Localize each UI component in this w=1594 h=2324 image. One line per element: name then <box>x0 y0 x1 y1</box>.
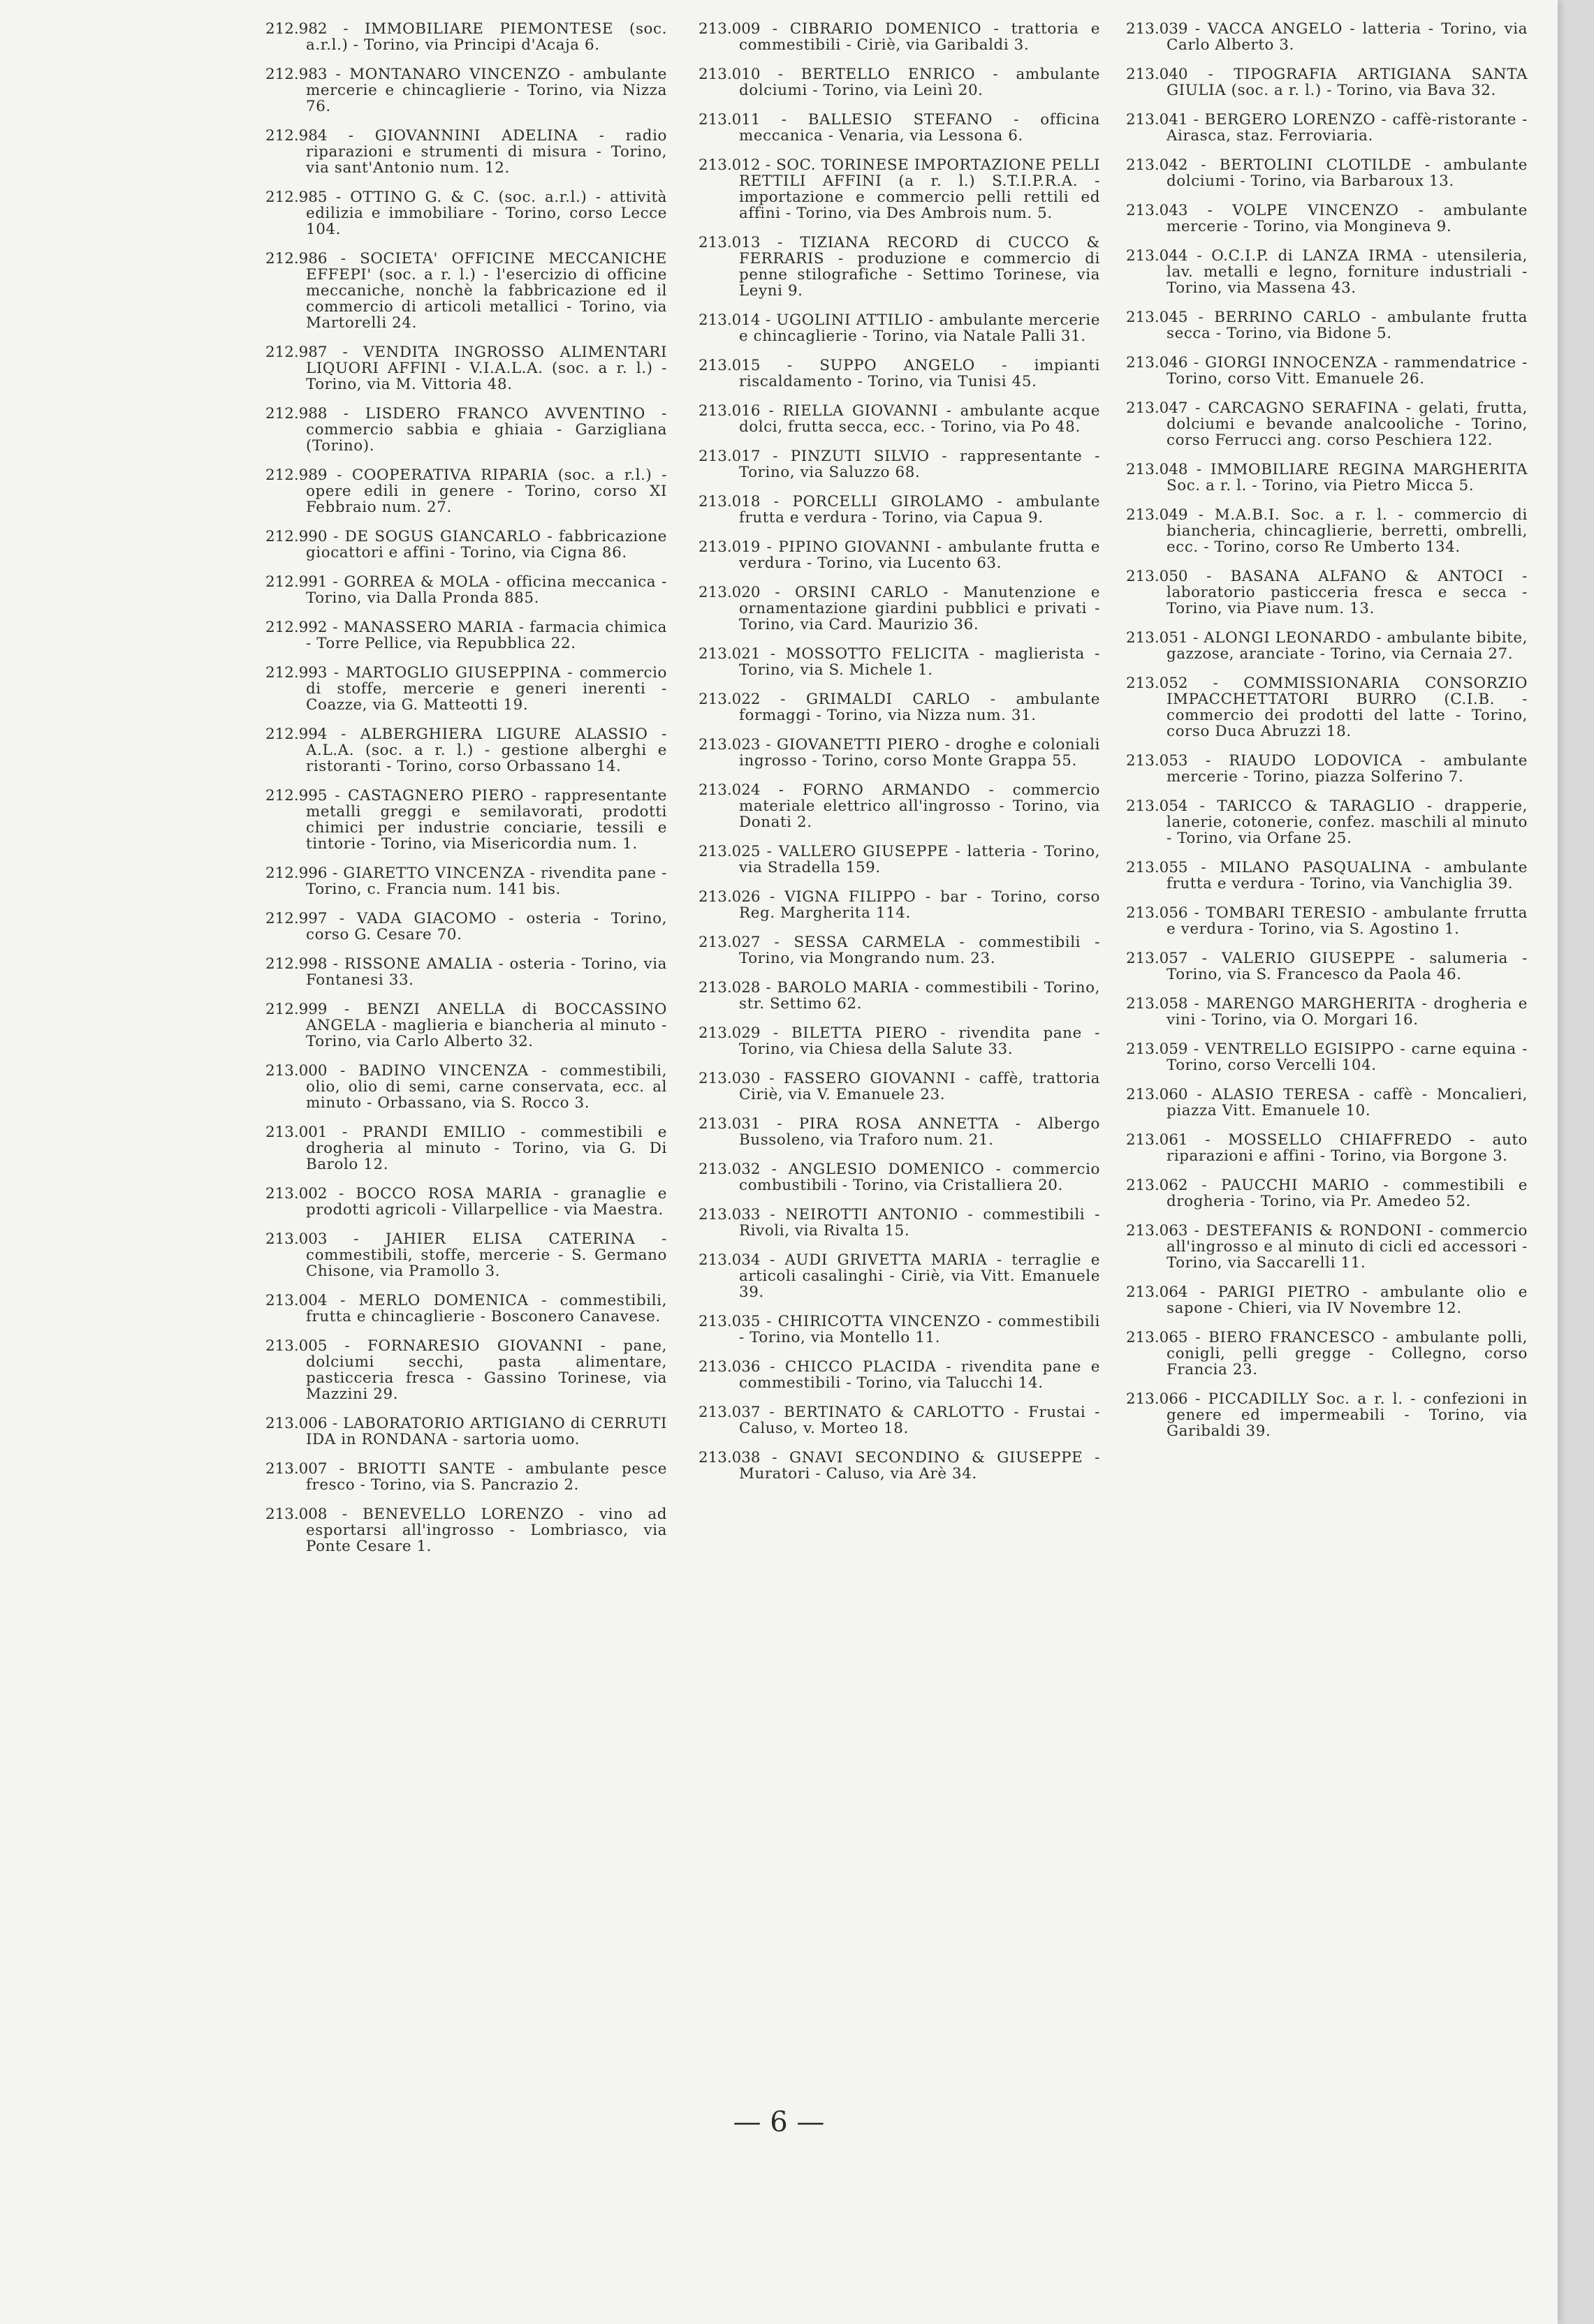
entry-text: - MARTOGLIO GIUSEPPINA - commercio di stoffe, mercerie e generi inerenti - Coazze, via G. Matteotti 19. <box>306 664 667 714</box>
registry-entry <box>265 865 667 897</box>
registry-entry <box>699 235 1100 299</box>
entry-text: - VALERIO GIUSEPPE - salumeria - Torino, via S. Francesco da Paola 46. <box>1167 950 1528 983</box>
entry-text: - PORCELLI GIROLAMO - ambulante frutta e verdura - Torino, via Capua 9. <box>739 493 1100 527</box>
entry-text: - PAUCCHI MARIO - commestibili e drogheria - Torino, via Pr. Amedeo 52. <box>1167 1177 1528 1210</box>
registry-entry <box>699 1116 1100 1148</box>
entry-text: - PIPINO GIOVANNI - ambulante frutta e verdura - Torino, via Lucento 63. <box>739 538 1101 572</box>
entry-number: 212.990 <box>265 528 328 545</box>
registry-entry <box>265 726 667 774</box>
registry-entry <box>265 956 667 988</box>
entry-text: - BENEVELLO LORENZO - vino ad esportarsi all'ingrosso - Lombriasco, via Ponte Cesare 1. <box>306 1506 667 1555</box>
entry-number: 213.036 <box>699 1358 761 1376</box>
registry-entry <box>699 844 1100 876</box>
entry-text: - BILETTA PIERO - rivendita pane - Torino, via Chiesa della Salute 33. <box>739 1024 1100 1058</box>
entry-text: - BENZI ANELLA di BOCCASSINO ANGELA - maglieria e biancheria al minuto - Torino, via Carlo Alberto 32. <box>306 1001 667 1050</box>
registry-entry <box>1126 1223 1528 1271</box>
entry-text: - FORNO ARMANDO - commercio materiale elettrico all'ingrosso - Torino, via Donati 2. <box>739 781 1100 831</box>
entry-text: - SUPPO ANGELO - impianti riscaldamento - Torino, via Tunisi 45. <box>739 357 1100 390</box>
entry-text: - TARICCO & TARAGLIO - drapperie, lanerie, cotonerie, confez. maschili al minuto - Torino, via Orfane 25. <box>1167 797 1528 847</box>
entry-number: 213.008 <box>265 1506 328 1523</box>
registry-entry <box>265 788 667 852</box>
entry-number: 212.995 <box>265 787 328 804</box>
registry-entry <box>1126 1132 1528 1164</box>
registry-entry <box>265 1063 667 1111</box>
entry-text: - TIZIANA RECORD di CUCCO & FERRARIS - produzione e commercio di penne stilografiche - Settimo Torinese, via Leyni 9. <box>739 234 1100 300</box>
entry-text: - ALASIO TERESA - caffè - Moncalieri, piazza Vitt. Emanuele 10. <box>1167 1086 1528 1119</box>
registry-entry <box>699 1025 1100 1057</box>
entry-number: 213.045 <box>1126 309 1188 326</box>
entry-number: 213.005 <box>265 1337 328 1355</box>
entry-text: - BOCCO ROSA MARIA - granaglie e prodotti agricoli - Villarpellice - via Maestra. <box>306 1185 667 1219</box>
registry-entry <box>1126 798 1528 846</box>
entry-text: - FORNARESIO GIOVANNI - pane, dolciumi secchi, pasta alimentare, pasticceria fresca - Gassino Torinese, via Mazzini 29. <box>306 1337 667 1403</box>
registry-entry <box>699 1071 1100 1103</box>
entry-number: 213.064 <box>1126 1284 1188 1301</box>
entry-number: 213.054 <box>1126 797 1188 815</box>
registry-entry <box>699 494 1100 526</box>
entry-text: - MOSSELLO CHIAFFREDO - auto riparazioni e affini - Torino, via Borgone 3. <box>1167 1131 1528 1165</box>
registry-entry <box>699 691 1100 723</box>
entry-text: - BIERO FRANCESCO - ambulante polli, conigli, pelli gregge - Collegno, corso Francia 23. <box>1167 1329 1528 1378</box>
registry-entry <box>1126 1041 1528 1073</box>
registry-entry <box>265 529 667 561</box>
entry-text: - VIGNA FILIPPO - bar - Torino, corso Reg. Margherita 114. <box>739 888 1100 922</box>
entry-number: 213.053 <box>1126 752 1188 770</box>
registry-entry <box>699 980 1100 1012</box>
entry-text: - ALBERGHIERA LIGURE ALASSIO - A.L.A. (soc. a r. l.) - gestione alberghi e ristoranti - Torino, corso Orbassano 14. <box>306 726 667 775</box>
entry-number: 213.017 <box>699 448 761 465</box>
entry-text: - VACCA ANGELO - latteria - Torino, via Carlo Alberto 3. <box>1167 20 1528 54</box>
entry-text: - BALLESIO STEFANO - officina meccanica - Venaria, via Lessona 6. <box>739 111 1100 145</box>
registry-entry <box>1126 112 1528 144</box>
registry-entry <box>1126 860 1528 892</box>
entry-text: - RIELLA GIOVANNI - ambulante acque dolci, frutta secca, ecc. - Torino, via Po 48. <box>739 402 1101 436</box>
entry-text: - NEIROTTI ANTONIO - commestibili - Rivoli, via Rivalta 15. <box>739 1206 1101 1240</box>
column-left <box>265 21 667 1568</box>
entry-number: 213.004 <box>265 1292 328 1309</box>
entry-number: 212.983 <box>265 66 328 83</box>
registry-entry <box>699 539 1100 571</box>
entry-text: - BERTINATO & CARLOTTO - Frustai - Caluso, v. Morteo 18. <box>739 1404 1101 1437</box>
entry-number: 213.015 <box>699 357 761 374</box>
entry-number: 213.016 <box>699 402 761 420</box>
registry-entry <box>1126 568 1528 617</box>
entry-number: 213.057 <box>1126 950 1188 967</box>
entry-text: - M.A.B.I. Soc. a r. l. - commercio di biancheria, chincaglierie, berretti, ombrelli, ecc. - Torino, corso Re Umberto 134. <box>1167 506 1528 556</box>
registry-entry <box>265 1415 667 1448</box>
entry-number: 213.035 <box>699 1313 761 1330</box>
entry-text: - BASANA ALFANO & ANTOCI - laboratorio pasticceria fresca e secca - Torino, via Piave num. 13. <box>1167 568 1528 617</box>
entry-number: 212.985 <box>265 189 328 206</box>
entry-number: 213.019 <box>699 538 761 556</box>
entry-number: 213.006 <box>265 1415 328 1432</box>
entry-text: - CHIRICOTTA VINCENZO - commestibili - Torino, via Montello 11. <box>739 1313 1100 1346</box>
entry-number: 213.001 <box>265 1124 328 1141</box>
entry-text: - BERTOLINI CLOTILDE - ambulante dolciumi - Torino, via Barbaroux 13. <box>1167 156 1528 190</box>
entry-number: 213.002 <box>265 1185 328 1203</box>
entry-text: - VADA GIACOMO - osteria - Torino, corso G. Cesare 70. <box>306 910 667 943</box>
entry-text: - JAHIER ELISA CATERINA - commestibili, stoffe, mercerie - S. Germano Chisone, via Pramollo 3. <box>306 1230 667 1280</box>
registry-entry <box>699 112 1100 144</box>
entry-text: - PIRA ROSA ANNETTA - Albergo Bussoleno, via Traforo num. 21. <box>739 1115 1100 1149</box>
entry-number: 213.020 <box>699 584 761 601</box>
entry-text: - VENDITA INGROSSO ALIMENTARI LIQUORI AFFINI - V.I.A.L.A. (soc. a r. l.) - Torino, via M. Vittoria 48. <box>306 344 667 393</box>
registry-entry <box>265 1001 667 1050</box>
registry-entry <box>699 1404 1100 1436</box>
entry-number: 213.037 <box>699 1404 761 1421</box>
registry-entry <box>699 889 1100 921</box>
entry-text: - VENTRELLO EGISIPPO - carne equina - Torino, corso Vercelli 104. <box>1167 1040 1528 1074</box>
entry-number: 213.055 <box>1126 859 1188 876</box>
entry-text: - GORREA & MOLA - officina meccanica - Torino, via Dalla Pronda 885. <box>306 573 667 607</box>
registry-entry <box>1126 905 1528 937</box>
entry-number: 213.040 <box>1126 66 1188 83</box>
entry-text: - PRANDI EMILIO - commestibili e drogheria al minuto - Torino, via G. Di Barolo 12. <box>306 1124 668 1173</box>
entry-number: 213.028 <box>699 979 761 996</box>
entry-text: - SOCIETA' OFFICINE MECCANICHE EFFEPI' (soc. a r. l.) - l'esercizio di officine meccaniche, nonchè la fabbricazione ed il commercio di articoli metallici - Torino, via Martorelli 24. <box>306 250 667 332</box>
entry-text: - ORSINI CARLO - Manutenzione e ornamentazione giardini pubblici e privati - Torino, via Card. Maurizio 36. <box>739 584 1100 633</box>
entry-text: - BERRINO CARLO - ambulante frutta secca - Torino, via Bidone 5. <box>1167 309 1528 342</box>
entry-number: 213.049 <box>1126 506 1188 524</box>
registry-entry <box>265 1124 667 1172</box>
entry-number: 213.056 <box>1126 904 1188 922</box>
entry-text: - MERLO DOMENICA - commestibili, frutta e chincaglierie - Bosconero Canavese. <box>306 1292 667 1325</box>
entry-number: 213.029 <box>699 1024 761 1042</box>
entry-number: 213.066 <box>1126 1390 1188 1408</box>
registry-entry <box>699 403 1100 435</box>
entry-text: - TOMBARI TERESIO - ambulante frrutta e verdura - Torino, via S. Agostino 1. <box>1167 904 1528 938</box>
registry-entry <box>265 574 667 606</box>
registry-entry <box>699 312 1100 344</box>
registry-entry <box>699 21 1100 53</box>
registry-entry <box>1126 1087 1528 1119</box>
registry-entry <box>699 646 1100 678</box>
entry-text: - CHICCO PLACIDA - rivendita pane e commestibili - Torino, via Talucchi 14. <box>739 1358 1100 1392</box>
entry-text: - BERGERO LORENZO - caffè-ristorante - Airasca, staz. Ferroviaria. <box>1167 111 1528 145</box>
entry-text: - CIBRARIO DOMENICO - trattoria e commestibili - Ciriè, via Garibaldi 3. <box>739 20 1100 54</box>
entry-number: 213.043 <box>1126 202 1188 219</box>
registry-entry <box>1126 21 1528 53</box>
entry-text: - MOSSOTTO FELICITA - maglierista - Torino, via S. Michele 1. <box>739 645 1100 679</box>
registry-entry <box>265 1293 667 1325</box>
entry-number: 212.992 <box>265 619 328 636</box>
entry-text: - BADINO VINCENZA - commestibili, olio, olio di semi, carne conservata, ecc. al minuto - Orbassano, via S. Rocco 3. <box>306 1062 667 1112</box>
registry-entry <box>1126 355 1528 387</box>
entry-number: 212.984 <box>265 127 328 145</box>
entry-number: 213.021 <box>699 645 761 663</box>
registry-entry <box>1126 157 1528 189</box>
entry-text: - ANGLESIO DOMENICO - commercio combustibili - Torino, via Cristalliera 20. <box>739 1161 1101 1194</box>
registry-entry <box>265 1231 667 1279</box>
entry-number: 213.010 <box>699 66 761 83</box>
entry-number: 213.046 <box>1126 354 1188 372</box>
registry-entry <box>265 128 667 176</box>
entry-text: - PICCADILLY Soc. a r. l. - confezioni in genere ed impermeabili - Torino, via Garibaldi 39. <box>1167 1390 1528 1440</box>
entry-number: 213.044 <box>1126 247 1188 265</box>
entry-number: 212.994 <box>265 726 328 743</box>
entry-number: 213.003 <box>265 1230 328 1248</box>
entry-number: 213.009 <box>699 20 761 38</box>
entry-text: - CARCAGNO SERAFINA - gelati, frutta, dolciumi e bevande analcooliche - Torino, corso Ferrucci ang. corso Peschiera 122. <box>1167 399 1528 449</box>
entry-text: - FASSERO GIOVANNI - caffè, trattoria Ciriè, via V. Emanuele 23. <box>739 1070 1100 1103</box>
entry-number: 213.041 <box>1126 111 1188 128</box>
registry-entry <box>699 448 1100 480</box>
entry-number: 213.012 <box>699 156 761 174</box>
entry-text: - GIORGI INNOCENZA - rammendatrice - Torino, corso Vitt. Emanuele 26. <box>1167 354 1528 388</box>
entry-number: 213.060 <box>1126 1086 1188 1103</box>
entry-number: 212.996 <box>265 865 328 882</box>
entry-number: 212.998 <box>265 955 328 973</box>
entry-text: - MARENGO MARGHERITA - drogheria e vini - Torino, via O. Morgari 16. <box>1167 995 1528 1029</box>
entry-text: - GIOVANETTI PIERO - droghe e coloniali ingrosso - Torino, corso Monte Grappa 55. <box>739 736 1100 770</box>
entry-text: - DESTEFANIS & RONDONI - commercio all'ingrosso e al minuto di cicli ed accessori - Torino, via Saccarelli 11. <box>1167 1222 1528 1272</box>
entry-number: 213.007 <box>265 1460 328 1478</box>
entry-text: - VOLPE VINCENZO - ambulante mercerie - Torino, via Mongineva 9. <box>1167 202 1528 235</box>
entry-text: - OTTINO G. & C. (soc. a.r.l.) - attività edilizia e immobiliare - Torino, corso Lecce 104. <box>306 189 667 238</box>
registry-entry <box>265 619 667 652</box>
entry-number: 213.013 <box>699 234 761 251</box>
entry-text: - UGOLINI ATTILIO - ambulante mercerie e chincaglierie - Torino, via Natale Palli 31. <box>739 311 1100 345</box>
entry-number: 213.014 <box>699 311 761 329</box>
page-number: — 6 — <box>733 2106 825 2138</box>
entry-text: - IMMOBILIARE REGINA MARGHERITA Soc. a r. l. - Torino, via Pietro Micca 5. <box>1167 461 1528 494</box>
registry-entry <box>1126 1391 1528 1439</box>
registry-entry <box>699 1359 1100 1391</box>
entry-text: - TIPOGRAFIA ARTIGIANA SANTA GIULIA (soc. a r. l.) - Torino, via Bava 32. <box>1167 66 1528 99</box>
registry-entry <box>1126 309 1528 341</box>
registry-entry <box>1126 1177 1528 1209</box>
entry-number: 213.031 <box>699 1115 761 1133</box>
entry-text: - MONTANARO VINCENZO - ambulante mercerie e chincaglierie - Torino, via Nizza 76. <box>306 66 667 115</box>
registry-entry <box>265 911 667 943</box>
registry-entry <box>265 467 667 515</box>
registry-entry <box>699 1252 1100 1300</box>
entry-number: 212.999 <box>265 1001 328 1018</box>
entry-text: - PINZUTI SILVIO - rappresentante - Torino, via Saluzzo 68. <box>739 448 1101 481</box>
entry-text: - MANASSERO MARIA - farmacia chimica - Torre Pellice, via Repubblica 22. <box>306 619 667 652</box>
entry-number: 213.030 <box>699 1070 761 1087</box>
entry-number: 213.052 <box>1126 675 1188 692</box>
registry-entry <box>1126 462 1528 494</box>
registry-entry <box>699 1207 1100 1239</box>
entry-number: 213.065 <box>1126 1329 1188 1346</box>
registry-entry <box>1126 400 1528 448</box>
registry-entry <box>1126 950 1528 983</box>
entry-number: 213.024 <box>699 781 761 799</box>
entry-text: - O.C.I.P. di LANZA IRMA - utensileria, lav. metalli e legno, forniture industriali - Torino, via Massena 43. <box>1167 247 1528 297</box>
entry-number: 213.022 <box>699 691 761 708</box>
registry-entry <box>265 344 667 392</box>
registry-entry <box>699 358 1100 390</box>
entry-number: 213.032 <box>699 1161 761 1178</box>
entry-text: - LISDERO FRANCO AVVENTINO - commercio sabbia e ghiaia - Garzigliana (Torino). <box>306 405 668 455</box>
entry-text: - PARIGI PIETRO - ambulante olio e sapone - Chieri, via IV Novembre 12. <box>1167 1284 1528 1317</box>
entry-number: 212.982 <box>265 20 328 38</box>
entry-text: - CASTAGNERO PIERO - rappresentante metalli greggi e semilavorati, prodotti chimici per industrie conciarie, tessili e tintorie - Torino, via Misericordia num. 1. <box>306 787 667 853</box>
entry-text: - COMMISSIONARIA CONSORZIO IMPACCHETTATORI BURRO (C.I.B. - commercio dei prodotti del latte - Torino, corso Duca Abruzzi 18. <box>1167 675 1528 740</box>
entry-number: 213.039 <box>1126 20 1188 38</box>
entry-text: - VALLERO GIUSEPPE - latteria - Torino, via Stradella 159. <box>739 843 1100 876</box>
entry-text: - BAROLO MARIA - commestibili - Torino, str. Settimo 62. <box>739 979 1100 1013</box>
entry-text: - GIARETTO VINCENZA - rivendita pane - Torino, c. Francia num. 141 bis. <box>306 865 667 898</box>
registry-entry <box>699 934 1100 966</box>
registry-entry <box>1126 507 1528 555</box>
registry-entry <box>699 1450 1100 1482</box>
registry-entry <box>1126 996 1528 1028</box>
registry-entry <box>1126 1284 1528 1316</box>
registry-entry <box>699 782 1100 830</box>
column-middle <box>699 21 1100 1495</box>
registry-entry <box>265 66 667 115</box>
entry-number: 212.989 <box>265 466 328 484</box>
entry-text: - GRIMALDI CARLO - ambulante formaggi - Torino, via Nizza num. 31. <box>739 691 1101 724</box>
entry-number: 212.993 <box>265 664 328 682</box>
registry-entry <box>699 1314 1100 1346</box>
entry-number: 212.997 <box>265 910 328 927</box>
entry-number: 213.027 <box>699 934 761 951</box>
entry-number: 213.058 <box>1126 995 1188 1013</box>
column-right <box>1126 21 1528 1452</box>
entry-text: - MILANO PASQUALINA - ambulante frutta e verdura - Torino, via Vanchiglia 39. <box>1167 859 1528 892</box>
registry-entry <box>1126 1330 1528 1378</box>
registry-entry <box>1126 630 1528 662</box>
entry-number: 212.988 <box>265 405 328 422</box>
entry-text: - LABORATORIO ARTIGIANO di CERRUTI IDA in RONDANA - sartoria uomo. <box>306 1415 667 1448</box>
entry-text: - SOC. TORINESE IMPORTAZIONE PELLI RETTILI AFFINI (a r. l.) S.T.I.P.R.A. - importazione e commercio pelli rettili ed affini - Torino, via Des Ambrois num. 5. <box>739 156 1100 222</box>
registry-entry <box>699 66 1100 98</box>
registry-entry <box>265 251 667 331</box>
entry-text: - BRIOTTI SANTE - ambulante pesce fresco - Torino, via S. Pancrazio 2. <box>306 1460 668 1494</box>
entry-number: 213.025 <box>699 843 761 860</box>
entry-text: - SESSA CARMELA - commestibili - Torino, via Mongrando num. 23. <box>739 934 1100 967</box>
entry-number: 213.051 <box>1126 629 1188 647</box>
entry-number: 213.059 <box>1126 1040 1188 1058</box>
entry-text: - COOPERATIVA RIPARIA (soc. a r.l.) - opere edili in genere - Torino, corso XI Febbraio num. 27. <box>306 466 667 516</box>
entry-number: 213.061 <box>1126 1131 1188 1149</box>
registry-entry <box>265 1338 667 1402</box>
registry-entry <box>265 21 667 53</box>
entry-number: 213.038 <box>699 1449 761 1466</box>
registry-entry <box>265 1506 667 1554</box>
entry-number: 213.050 <box>1126 568 1188 585</box>
entry-number: 212.987 <box>265 344 328 361</box>
entry-number: 213.033 <box>699 1206 761 1223</box>
entry-number: 213.062 <box>1126 1177 1188 1194</box>
entry-number: 213.034 <box>699 1251 761 1269</box>
entry-text: - IMMOBILIARE PIEMONTESE (soc. a.r.l.) - Torino, via Principi d'Acaja 6. <box>306 20 668 54</box>
entry-number: 213.000 <box>265 1062 328 1080</box>
entry-text: - RIAUDO LODOVICA - ambulante mercerie - Torino, piazza Solferino 7. <box>1167 752 1528 786</box>
entry-number: 212.991 <box>265 573 328 591</box>
registry-entry <box>265 406 667 454</box>
entry-text: - BERTELLO ENRICO - ambulante dolciumi - Torino, via Leinì 20. <box>739 66 1100 99</box>
registry-entry <box>1126 753 1528 785</box>
entry-number: 213.011 <box>699 111 761 128</box>
entry-number: 213.047 <box>1126 399 1188 417</box>
entry-number: 213.018 <box>699 493 761 510</box>
registry-entry <box>265 665 667 713</box>
registry-entry <box>1126 248 1528 296</box>
entry-number: 213.023 <box>699 736 761 753</box>
registry-entry <box>1126 675 1528 740</box>
entry-text: - ALONGI LEONARDO - ambulante bibite, gazzose, aranciate - Torino, via Cernaia 27. <box>1167 629 1528 663</box>
registry-entry <box>699 1161 1100 1193</box>
entry-number: 213.048 <box>1126 461 1188 478</box>
registry-entry <box>699 157 1100 221</box>
entry-text: - AUDI GRIVETTA MARIA - terraglie e articoli casalinghi - Ciriè, via Vitt. Emanuele 39. <box>739 1251 1101 1301</box>
entry-text: - GIOVANNINI ADELINA - radio riparazioni e strumenti di misura - Torino, via sant'Antonio num. 12. <box>306 127 667 177</box>
registry-entry <box>1126 203 1528 235</box>
registry-entry <box>265 1186 667 1218</box>
entry-number: 213.042 <box>1126 156 1188 174</box>
registry-entry <box>699 584 1100 633</box>
entry-text: - RISSONE AMALIA - osteria - Torino, via Fontanesi 33. <box>306 955 667 989</box>
entry-number: 212.986 <box>265 250 328 267</box>
entry-number: 213.026 <box>699 888 761 906</box>
registry-entry <box>1126 66 1528 98</box>
registry-entry <box>265 1461 667 1493</box>
registry-entry <box>699 737 1100 769</box>
registry-entry <box>265 189 667 237</box>
entry-number: 213.063 <box>1126 1222 1188 1240</box>
entry-text: - DE SOGUS GIANCARLO - fabbricazione giocattori e affini - Torino, via Cigna 86. <box>306 528 667 561</box>
entry-text: - GNAVI SECONDINO & GIUSEPPE - Muratori - Caluso, via Arè 34. <box>739 1449 1100 1483</box>
